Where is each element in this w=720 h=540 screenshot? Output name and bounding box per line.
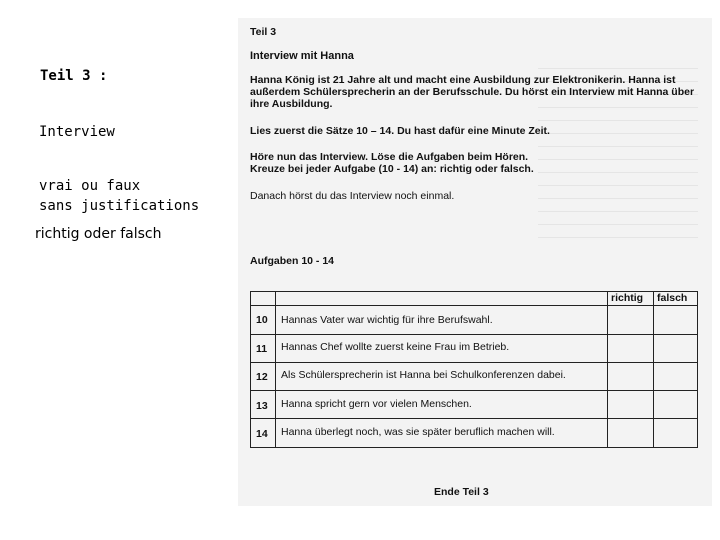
listen-again: Danach hörst du das Interview noch einmal. [250, 190, 455, 202]
notes-line1: vrai ou faux [39, 178, 141, 194]
read-instruction: Lies zuerst die Sätze 10 – 14. Du hast dafür eine Minute Zeit. [250, 125, 550, 137]
intro-line-2: außerdem Schülersprecherin an der Berufsschule. Du hörst ein Interview mit Hanna über [250, 86, 695, 98]
table-rule [251, 418, 697, 419]
table-row-number: 10 [256, 314, 268, 326]
notes-line3: richtig oder falsch [35, 226, 162, 242]
col-false-header: falsch [657, 292, 688, 304]
table-row-text: Hanna überlegt noch, was sie später beruflich machen will. [281, 426, 555, 438]
table-row-number: 13 [256, 400, 268, 412]
table-row-number: 12 [256, 371, 268, 383]
table-rule [275, 292, 276, 447]
notes-part: Teil 3 : [40, 68, 108, 84]
answer-table [250, 291, 698, 448]
sheet-part: Teil 3 [250, 26, 277, 38]
tasks-heading: Aufgaben 10 - 14 [250, 255, 335, 267]
table-row-text: Hannas Vater war wichtig für ihre Berufswahl. [281, 314, 493, 326]
table-rule [653, 292, 654, 447]
table-rule [251, 334, 697, 335]
table-rule [251, 305, 697, 306]
table-row-text: Hannas Chef wollte zuerst keine Frau im Betrieb. [281, 341, 510, 353]
notes-panel [0, 0, 236, 540]
notes-line2: sans justifications [39, 198, 200, 214]
col-true-header: richtig [611, 292, 644, 304]
notes-interview: Interview [39, 124, 115, 140]
table-row-text: Hanna spricht gern vor vielen Menschen. [281, 398, 472, 410]
table-row-number: 11 [256, 343, 268, 355]
instruction-line-1: Höre nun das Interview. Löse die Aufgaben beim Hören. [250, 151, 529, 163]
instruction-line-2: Kreuze bei jeder Aufgabe (10 - 14) an: richtig oder falsch. [250, 163, 534, 175]
table-rule [251, 362, 697, 363]
sheet-end: Ende Teil 3 [434, 486, 489, 498]
table-row-text: Als Schülersprecherin ist Hanna bei Schulkonferenzen dabei. [281, 369, 566, 381]
sheet-title: Interview mit Hanna [250, 50, 354, 62]
intro-line-1: Hanna König ist 21 Jahre alt und macht eine Ausbildung zur Elektronikerin. Hanna ist [250, 74, 676, 86]
table-row-number: 14 [256, 428, 268, 440]
table-rule [251, 390, 697, 391]
table-rule [607, 292, 608, 447]
scanned-sheet [238, 18, 712, 506]
intro-line-3: ihre Ausbildung. [250, 98, 333, 110]
